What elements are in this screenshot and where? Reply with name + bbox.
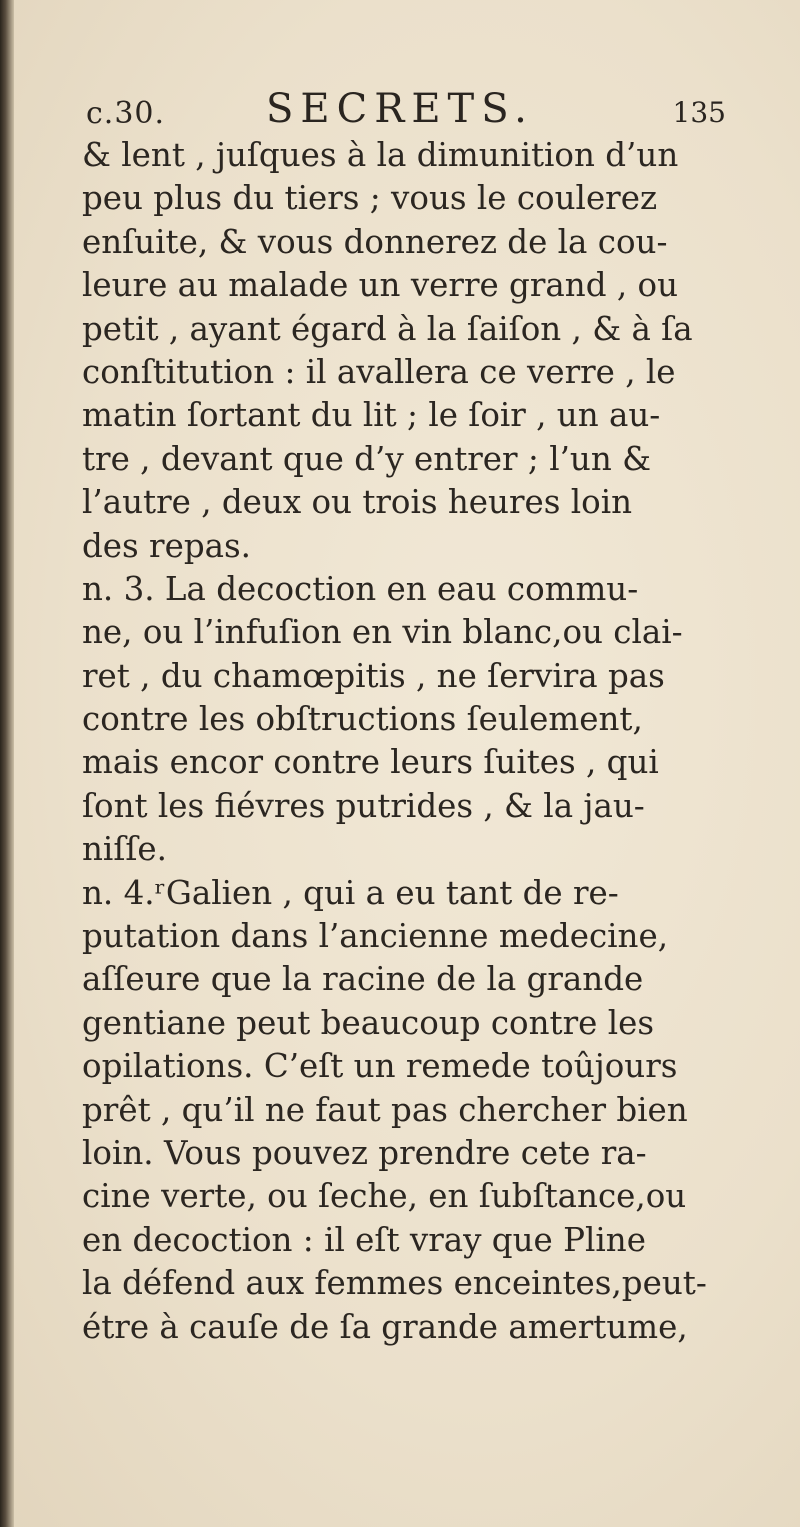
text-line: en decoction : il eſt vray que Pline (82, 1220, 646, 1259)
text-line: niſſe. (82, 830, 167, 869)
text-line: & lent , juſques à la dimunition d’un (82, 136, 679, 174)
page-number: 135 (672, 96, 726, 129)
text-line: petit , ayant égard à la ſaiſon , & à ſa (82, 309, 693, 348)
text-line: aſſeure que la racine de la grande (82, 960, 644, 999)
body-text (82, 134, 732, 1349)
text-line: putation dans l’ancienne medecine, (82, 917, 669, 956)
text-line: gentiane peut beaucoup contre les (82, 1003, 655, 1042)
text-line: contre les obſtructions ſeulement, (82, 700, 643, 739)
text-line: leure au malade un verre grand , ou (82, 266, 678, 305)
text-line: n. 4.ʳGalien , qui a eu tant de re- (82, 873, 619, 912)
text-line: des repas. (82, 526, 252, 565)
text-line: conſtitution : il avallera ce verre , le (82, 352, 676, 391)
text-line: étre à cauſe de ſa grande amertume, (82, 1307, 688, 1346)
text-line: matin ſortant du lit ; le ſoir , un au- (82, 396, 661, 435)
text-line: mais encor contre leurs ſuites , qui (82, 743, 659, 782)
text-line: l’autre , deux ou trois heures loin (82, 483, 633, 522)
text-line: ne, ou l’infuſion en vin blanc,ou clai- (82, 613, 683, 652)
text-line: cine verte, ou ſeche, en ſubſtance,ou (82, 1177, 687, 1216)
text-line: enſuite, & vous donnerez de la cou- (82, 222, 668, 261)
text-line: opilations. C’eſt un remede toûjours (82, 1047, 678, 1086)
book-binding-edge (0, 0, 14, 1527)
text-line: la défend aux femmes enceintes,peut- (82, 1264, 707, 1303)
running-header (86, 86, 726, 136)
text-line: ret , du chamœpitis , ne ſervira pas (82, 656, 665, 695)
text-line: ſont les fiévres putrides , & la jau- (82, 786, 645, 825)
running-title: SECRETS. (266, 86, 534, 132)
text-line: loin. Vous pouvez prendre cete ra- (82, 1133, 647, 1172)
text-line: n. 3. La decoction en eau commu- (82, 569, 639, 608)
chapter-marker: c.30. (86, 96, 166, 131)
text-line: tre , devant que d’y entrer ; l’un & (82, 439, 652, 478)
text-line: peu plus du tiers ; vous le coulerez (82, 179, 658, 218)
text-line: prêt , qu’il ne faut pas chercher bien (82, 1090, 688, 1129)
